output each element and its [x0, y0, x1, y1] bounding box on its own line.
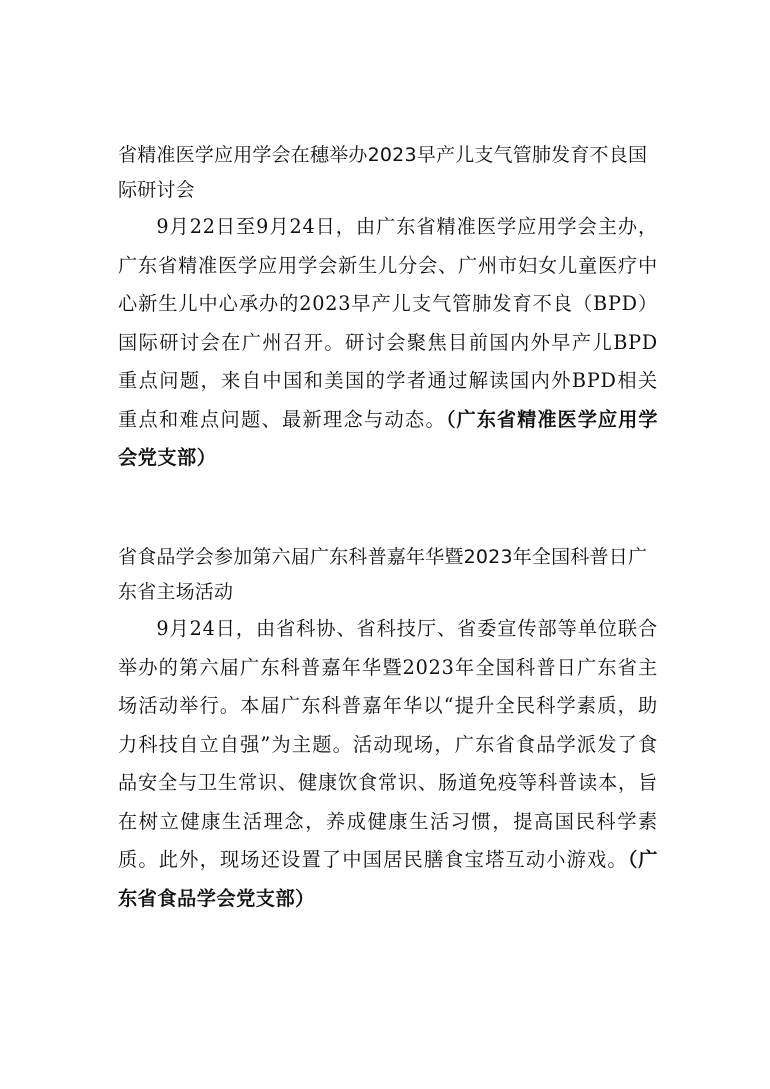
- article-body-text: 9月22日至9月24日，由广东省精准医学应用学会主办，广东省精准医学应用学会新生儿分会、广州市妇女儿童医疗中心新生儿中心承办的2023早产儿支气管肺发育不良（BPD）国际研讨会在广州召开。研讨会聚焦目前国内外早产儿BPD重点问题，来自中国和美国的学者通过解读国内外BPD相关重点和难点问题、最新理念与动态。: [118, 215, 658, 431]
- article-headline: 省食品学会参加第六届广东科普嘉年华暨2023年全国科普日广东省主场活动: [118, 546, 648, 603]
- news-item-food-society: [118, 540, 658, 918]
- article-source: （广东省食品学会党支部）: [118, 848, 658, 910]
- article-headline: 省精准医学应用学会在穗举办2023早产儿支气管肺发育不良国际研讨会: [118, 144, 648, 201]
- article-body: [118, 208, 658, 478]
- article-body-text: 9月24日，由省科协、省科技厅、省委宣传部等单位联合举办的第六届广东科普嘉年华暨2023年全国科普日广东省主场活动举行。本届广东科普嘉年华以“提升全民科学素质，助力科技自立自强”为主题。活动现场，广东省食品学派发了食品安全与卫生常识、健康饮食常识、肠道免疫等科普读本，旨在树立健康生活理念，养成健康生活习惯，提高国民科学素质。此外，现场还设置了中国居民膳食宝塔互动小游戏。: [118, 617, 658, 871]
- news-item-precision-medicine: [118, 138, 658, 478]
- article-source: （广东省精准医学应用学会党支部）: [118, 407, 658, 469]
- article-body: [118, 610, 658, 918]
